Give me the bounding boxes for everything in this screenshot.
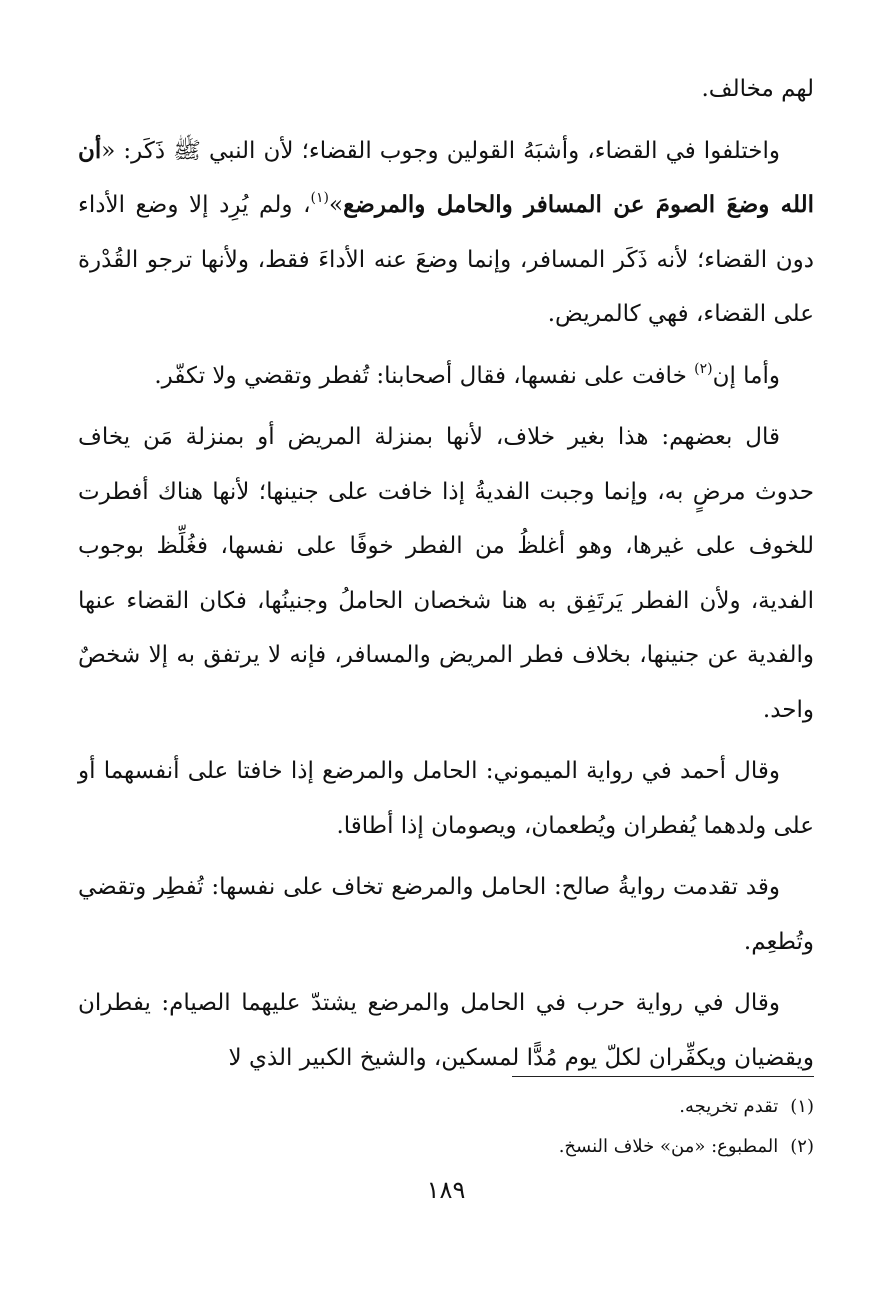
paragraph-6-text: وقد تقدمت روايةُ صالح: الحامل والمرضع تخاف على نفسها: تُفطِر وتقضي وتُطعِم. (78, 874, 814, 955)
footnote-separator (512, 1076, 814, 1077)
hadith-quote: أن الله وضعَ الصومَ عن المسافر والحامل والمرضع (78, 136, 815, 218)
paragraph-2 (78, 124, 814, 342)
paragraph-1 (78, 62, 814, 117)
footnote-ref-1[interactable]: (١) (310, 190, 329, 206)
footnotes (78, 1087, 814, 1167)
page-body (78, 62, 814, 1092)
quote-close-mark: » (328, 192, 344, 218)
footnote-2 (78, 1127, 814, 1167)
footnote-1-text: تقدم تخريجه. (679, 1096, 779, 1117)
paragraph-5 (78, 744, 814, 853)
paragraph-5-text: وقال أحمد في رواية الميموني: الحامل والمرضع إذا خافتا على أنفسهما أو على ولدهما يُفطران ويُطعمان، ويصومان إذا أطاقا. (78, 758, 814, 839)
paragraph-7-text: وقال في رواية حرب في الحامل والمرضع يشتدّ عليهما الصيام: يفطران ويقضيان ويكفِّران لكلّ يوم مُدًّا لمسكين، والشيخ الكبير الذي لا (78, 990, 814, 1071)
page-number: ١٨٩ (426, 1176, 466, 1204)
footnote-ref-2[interactable]: (٢) (694, 360, 713, 377)
paragraph-4-text: قال بعضهم: هذا بغير خلاف، لأنها بمنزلة المريض أو بمنزلة مَن يخاف حدوث مرضٍ به، وإنما وجبت الفديةُ إذا خافت على جنينها؛ لأنها هناك أفطرت للخوف على غيرها، وهو أغلظُ من الفطر خوفًا على نفسها، فغُلِّظ بوجوب الفدية، ولأن الفطر يَرتَفِق به هنا شخصان الحاملُ وجنينُها، فكان القضاء عنها والفدية عن جنينها، بخلاف فطر المريض والمسافر، فإنه لا يرتفق به إلا شخصٌ واحد. (78, 424, 814, 723)
footnote-1 (78, 1087, 814, 1127)
paragraph-3-text-end: خافت على نفسها، فقال أصحابنا: تُفطر وتقضي ولا تكفّر. (154, 362, 695, 389)
paragraph-1-text: لهم مخالف. (701, 76, 814, 102)
paragraph-4 (78, 410, 814, 737)
paragraph-2-text-end: ، ولم يُرِد إلا وضع الأداء دون القضاء؛ لأنه ذَكَر المسافر، وإنما وضعَ عنه الأداءَ فقط، ولأنها ترجو القُدْرة على القضاء، فهي كالمريض. (78, 192, 814, 327)
paragraph-6 (78, 860, 814, 969)
footnote-1-number: (١) (790, 1096, 814, 1117)
paragraph-2-text-start: واختلفوا في القضاء، وأشبَهُ القولين وجوب القضاء؛ لأن النبي ﷺ ذَكَر: « (101, 137, 780, 164)
paragraph-3-text-start: وأما إن (712, 362, 780, 389)
footnote-2-number: (٢) (790, 1136, 814, 1157)
footnote-2-text: المطبوع: «من» خلاف النسخ. (558, 1136, 779, 1157)
paragraph-3 (78, 349, 814, 404)
paragraph-7 (78, 976, 814, 1085)
